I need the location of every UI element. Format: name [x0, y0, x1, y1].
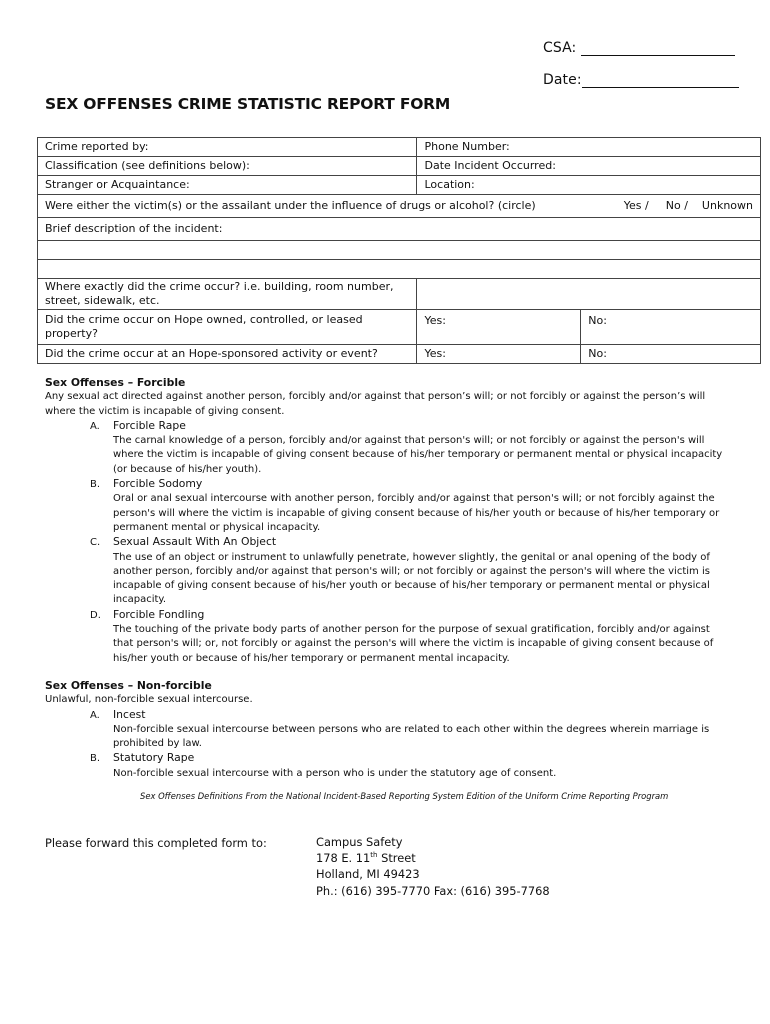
item-label: A. [90, 709, 100, 721]
nonforcible-item-a [90, 708, 725, 752]
address-street [316, 850, 550, 866]
address-city: Holland, MI 49423 [316, 867, 420, 882]
hope-owned-yes[interactable] [417, 310, 581, 345]
hope-sponsored-no-label: No: [588, 347, 607, 360]
where-occurred-line-2: street, sidewalk, etc. [45, 294, 160, 307]
item-title: Sexual Assault With An Object [113, 535, 277, 549]
hope-owned-no[interactable] [581, 310, 761, 345]
drugs-question: Were either the victim(s) or the assailant under the influence of drugs or alcohol? (circle) [45, 199, 536, 212]
forcible-item-d [90, 608, 725, 666]
item-description: Non-forcible sexual intercourse between persons who are related to each other within the degrees wherein marriage is prohibited by law. [113, 723, 710, 750]
hope-sponsored-yes[interactable] [417, 345, 581, 364]
item-label: B. [90, 479, 101, 491]
crime-reported-by-label: Crime reported by: [45, 140, 149, 153]
location-field[interactable] [417, 176, 761, 195]
description-line-1[interactable] [38, 241, 761, 260]
drugs-option-yes[interactable]: Yes / [623, 199, 649, 212]
hope-owned-line-1: Did the crime occur on Hope owned, controlled, or leased [45, 313, 363, 326]
hope-owned-line-2: property? [45, 327, 98, 340]
item-title: Forcible Rape [113, 418, 186, 432]
mailing-address [316, 834, 550, 899]
forcible-heading: Sex Offenses – Forcible [45, 376, 186, 389]
drugs-options [614, 199, 753, 213]
address-name: Campus Safety [316, 835, 403, 849]
nonforcible-intro: Unlawful, non-forcible sexual intercourse. [45, 694, 253, 706]
brief-description-label: Brief description of the incident: [45, 222, 223, 235]
item-label: D. [90, 609, 101, 621]
crime-reported-by-field[interactable] [38, 138, 417, 157]
csa-field [543, 40, 735, 56]
phone-number-label: Phone Number: [424, 140, 510, 153]
date-incident-label: Date Incident Occurred: [424, 159, 556, 172]
page-title: SEX OFFENSES CRIME STATISTIC REPORT FORM [45, 95, 451, 113]
item-description: Oral or anal sexual intercourse with another person, forcibly and/or against that person's will; or not forcibly against the person's will where the victim is incapable of giving consent because of his/her youth or because of his/her temporary or permanent mental or physical incapacity. [113, 493, 720, 533]
date-incident-field[interactable] [417, 157, 761, 176]
hope-sponsored-yes-label: Yes: [424, 347, 446, 360]
where-occurred-line-1: Where exactly did the crime occur? i.e. building, room number, [45, 280, 394, 293]
report-form-table [37, 137, 761, 364]
stranger-acquaintance-field[interactable] [38, 176, 417, 195]
forward-label: Please forward this completed form to: [45, 836, 267, 850]
drugs-option-no[interactable]: No / [665, 199, 688, 212]
hope-sponsored-label: Did the crime occur at an Hope-sponsored activity or event? [45, 347, 378, 360]
brief-description-label-row [38, 218, 761, 241]
address-phone: Ph.: (616) 395-7770 Fax: (616) 395-7768 [316, 883, 550, 898]
where-occurred-answer[interactable] [417, 279, 761, 310]
source-note: Sex Offenses Definitions From the National Incident-Based Reporting System Edition of the Uniform Crime Reporting Program [140, 791, 669, 801]
hope-owned-question [38, 310, 417, 345]
date-input-line[interactable] [582, 87, 739, 88]
classification-field[interactable] [38, 157, 417, 176]
forcible-intro: Any sexual act directed against another person, forcibly and/or against that person’s will; or not forcibly or against the person’s will where the victim is incapable of giving consent. [45, 391, 706, 417]
phone-number-field[interactable] [417, 138, 761, 157]
hope-owned-yes-label: Yes: [424, 314, 446, 327]
drugs-alcohol-row [38, 195, 761, 218]
drugs-option-unknown[interactable]: Unknown [701, 199, 753, 212]
where-occurred-question [38, 279, 417, 310]
description-line-2[interactable] [38, 260, 761, 279]
item-label: C. [90, 537, 101, 549]
address-street-sup: th [370, 851, 378, 860]
date-label: Date: [543, 72, 582, 88]
nonforcible-item-b [90, 751, 725, 781]
forcible-item-a [90, 419, 725, 477]
definitions-section [45, 376, 725, 781]
hope-sponsored-no[interactable] [581, 345, 761, 364]
address-street-num: 178 E. 11 [316, 851, 371, 866]
address-street-rest: Street [377, 851, 416, 866]
item-label: B. [90, 753, 101, 765]
forcible-item-b [90, 477, 725, 535]
item-title: Incest [113, 707, 146, 721]
item-description: Non-forcible sexual intercourse with a person who is under the statutory age of consent. [113, 767, 557, 779]
hope-owned-no-label: No: [588, 314, 607, 327]
date-field [543, 72, 739, 88]
hope-sponsored-question [38, 345, 417, 364]
csa-label: CSA: [543, 40, 577, 56]
nonforcible-heading: Sex Offenses – Non-forcible [45, 678, 212, 692]
item-title: Forcible Fondling [113, 607, 205, 621]
item-description: The use of an object or instrument to unlawfully penetrate, however slightly, the genital or anal opening of the body of another person, forcibly and/or against that person's will; or not forcibly or against the person's will where the victim is incapable of giving consent because of his/her youth or because of his/her temporary or permanent mental or physical incapacity. [113, 551, 710, 606]
item-title: Statutory Rape [113, 751, 195, 765]
item-title: Forcible Sodomy [113, 477, 203, 491]
location-label: Location: [424, 178, 475, 191]
item-description: The touching of the private body parts of another person for the purpose of sexual gratification, forcibly and/or against that person's will; or, not forcibly or against the person's will where the victim is incapable of giving consent because of his/her youth or because of his/her temporary or permanent mental incapacity. [113, 624, 714, 664]
forcible-item-c [90, 535, 725, 607]
item-label: A. [90, 420, 100, 432]
classification-label: Classification (see definitions below): [45, 159, 250, 172]
stranger-acquaintance-label: Stranger or Acquaintance: [45, 178, 190, 191]
item-description: The carnal knowledge of a person, forcibly and/or against that person's will; or not forcibly or against the person's will where the victim is incapable of giving consent because of his/her temporary or permanent mental or physical incapacity (or because of his/her youth). [113, 435, 723, 475]
csa-input-line[interactable] [581, 55, 735, 56]
